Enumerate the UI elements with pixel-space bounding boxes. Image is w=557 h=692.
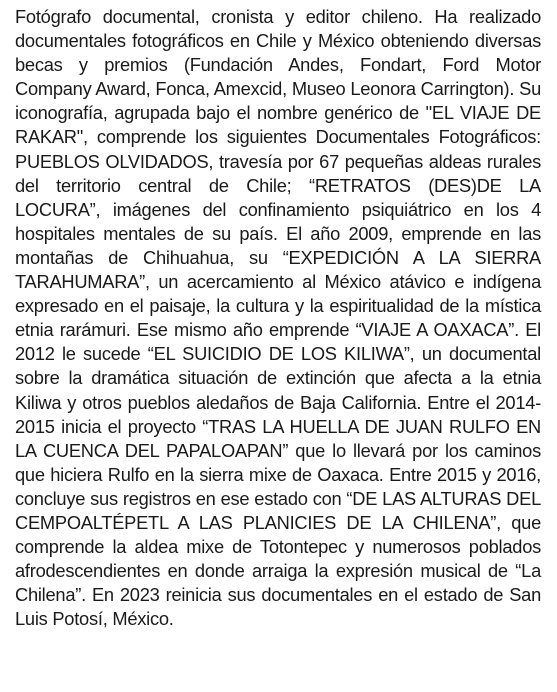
biography-paragraph: Fotógrafo documental, cronista y editor chileno. Ha realizado documentales fotográficos en Chile y México obteniendo diversas becas y premios (Fundación Andes, Fondart, Ford Motor Company Award, Fonca, Amexcid, Museo Leonora Carrington). Su iconografía, agrupada bajo el nombre genérico de "EL VIAJE DE RAKAR", comprende los siguientes Documentales Fotográficos: PUEBLOS OLVIDADOS, travesía por 67 pequeñas aldeas rurales del territorio central de Chile; “RETRATOS (DES)DE LA LOCURA”, imágenes del confinamiento psiquiátrico en los 4 hospitales mentales de su país. El año 2009, emprende en las montañas de Chihuahua, su “EXPEDICIÓN A LA SIERRA TARAHUMARA”, un acercamiento al México atávico e indígena expresado en el paisaje, la cultura y la espiritualidad de la mística etnia rarámuri. Ese mismo año emprende “VIAJE A OAXACA”. El 2012 le sucede “EL SUICIDIO DE LOS KILIWA”, un documental sobre la dramática situación de extinción que afecta a la etnia Kiliwa y otros pueblos aledaños de Baja California. Entre el 2014-2015 inicia el proyecto “TRAS LA HUELLA DE JUAN RULFO EN LA CUENCA DEL PAPALOAPAN” que lo llevará por los caminos que hiciera Rulfo en la sierra mixe de Oaxaca. Entre 2015 y 2016, concluye sus registros en ese estado con “DE LAS ALTURAS DEL CEMPOALTÉPETL A LAS PLANICIES DE LA CHILENA”, que comprende la aldea mixe de Totontepec y numerosos poblados afrodescendientes en donde arraiga la expresión musical de “La Chilena”. En 2023 reinicia sus documentales en el estado de San Luis Potosí, México. <box>15 6 541 630</box>
